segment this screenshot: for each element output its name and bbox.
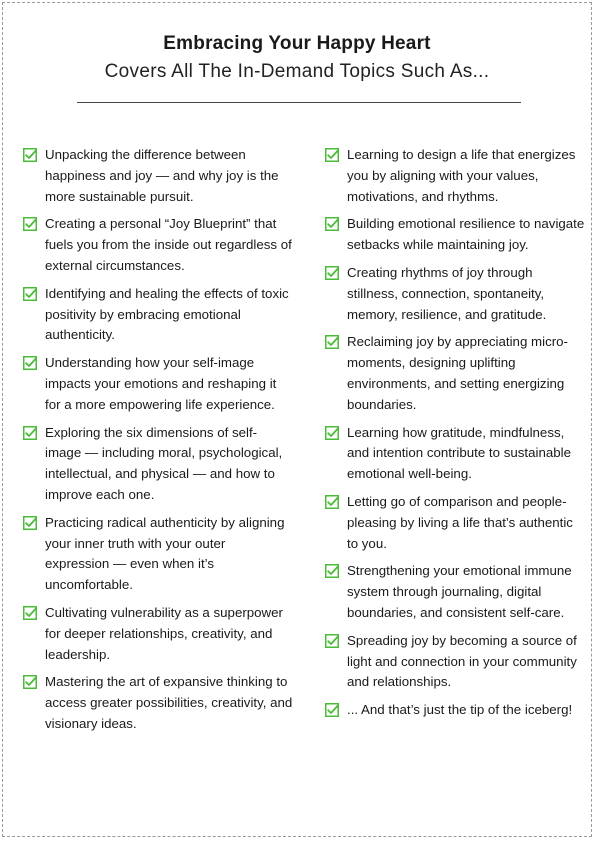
- topic-text: Learning how gratitude, mindfulness, and intention contribute to sustainable emotional well-being.: [347, 424, 571, 482]
- checkbox-check-icon: [325, 217, 339, 231]
- checkbox-check-icon: [23, 217, 37, 231]
- topic-text: Reclaiming joy by appreciating micro-moments, designing uplifting environments, and setting energizing boundaries.: [347, 334, 568, 412]
- checkbox-check-icon: [325, 495, 339, 509]
- topic-list-item: [325, 332, 587, 415]
- topic-text: Creating rhythms of joy through stillness, connection, spontaneity, memory, resilience, and gratitude.: [347, 264, 547, 322]
- document-page: [2, 2, 592, 837]
- topic-text: Cultivating vulnerability as a superpower for deeper relationships, creativity, and leadership.: [45, 604, 283, 662]
- topic-list-item: [23, 284, 293, 346]
- checkbox-check-icon: [325, 634, 339, 648]
- topic-list-item: [325, 423, 587, 485]
- checkbox-check-icon: [325, 426, 339, 440]
- topic-list-item: [325, 631, 587, 693]
- checkbox-check-icon: [23, 356, 37, 370]
- checkbox-check-icon: [23, 606, 37, 620]
- title-divider: [77, 102, 521, 103]
- topic-text: Exploring the six dimensions of self-image — including moral, psychological, intellectual, and physical — and how to improve each one.: [45, 424, 283, 502]
- checkbox-check-icon: [23, 516, 37, 530]
- topic-text: Learning to design a life that energizes you by aligning with your values, motivations, and rhythms.: [347, 147, 576, 204]
- topic-list-item: [23, 423, 293, 506]
- topic-list-item: [325, 263, 587, 325]
- topic-list-item: [325, 214, 587, 256]
- page-subtitle: Covers All The In-Demand Topics Such As...: [104, 61, 490, 82]
- right-topic-list: [325, 145, 587, 728]
- topic-list-item: [23, 214, 293, 276]
- page-title: Embracing Your Happy Heart: [163, 33, 431, 54]
- topic-list-item: [325, 145, 587, 207]
- checkbox-check-icon: [325, 266, 339, 280]
- checkbox-check-icon: [23, 287, 37, 301]
- topic-text: Letting go of comparison and people-pleasing by living a life that’s authentic to you.: [347, 493, 573, 551]
- topic-text: Identifying and healing the effects of toxic positivity by embracing emotional authenticity.: [45, 285, 289, 343]
- topic-list-item: [23, 353, 293, 415]
- topic-list-item: [23, 513, 293, 596]
- topic-text: Creating a personal “Joy Blueprint” that fuels you from the inside out regardless of external circumstances.: [45, 216, 292, 273]
- topic-text: Strengthening your emotional immune system through journaling, digital boundaries, and consistent self-care.: [347, 563, 572, 620]
- left-topic-list: [23, 145, 293, 742]
- topic-list-item: [325, 700, 587, 721]
- topic-text: Unpacking the difference between happiness and joy — and why joy is the more sustainable pursuit.: [45, 147, 279, 204]
- topic-list-item: [325, 492, 587, 554]
- checkbox-check-icon: [23, 426, 37, 440]
- checkbox-check-icon: [325, 335, 339, 349]
- topic-text: Mastering the art of expansive thinking to access greater possibilities, creativity, and visionary ideas.: [45, 674, 293, 731]
- checkbox-check-icon: [23, 148, 37, 162]
- topic-list-item: [23, 672, 293, 734]
- topic-list-item: [23, 603, 293, 665]
- checkbox-check-icon: [23, 675, 37, 689]
- checkbox-check-icon: [325, 564, 339, 578]
- checkbox-check-icon: [325, 148, 339, 162]
- topic-text: Understanding how your self-image impacts your emotions and reshaping it for a more empowering life experience.: [45, 355, 277, 412]
- topic-list-item: [325, 561, 587, 623]
- topic-text: Building emotional resilience to navigate setbacks while maintaining joy.: [347, 216, 585, 253]
- topic-text: ... And that’s just the tip of the iceberg!: [347, 702, 573, 718]
- checkbox-check-icon: [325, 703, 339, 717]
- topic-list-item: [23, 145, 293, 207]
- topic-text: Practicing radical authenticity by aligning your inner truth with your outer expression — even when it’s uncomfortable.: [45, 514, 285, 593]
- topic-text: Spreading joy by becoming a source of light and connection in your community and relationships.: [347, 632, 577, 690]
